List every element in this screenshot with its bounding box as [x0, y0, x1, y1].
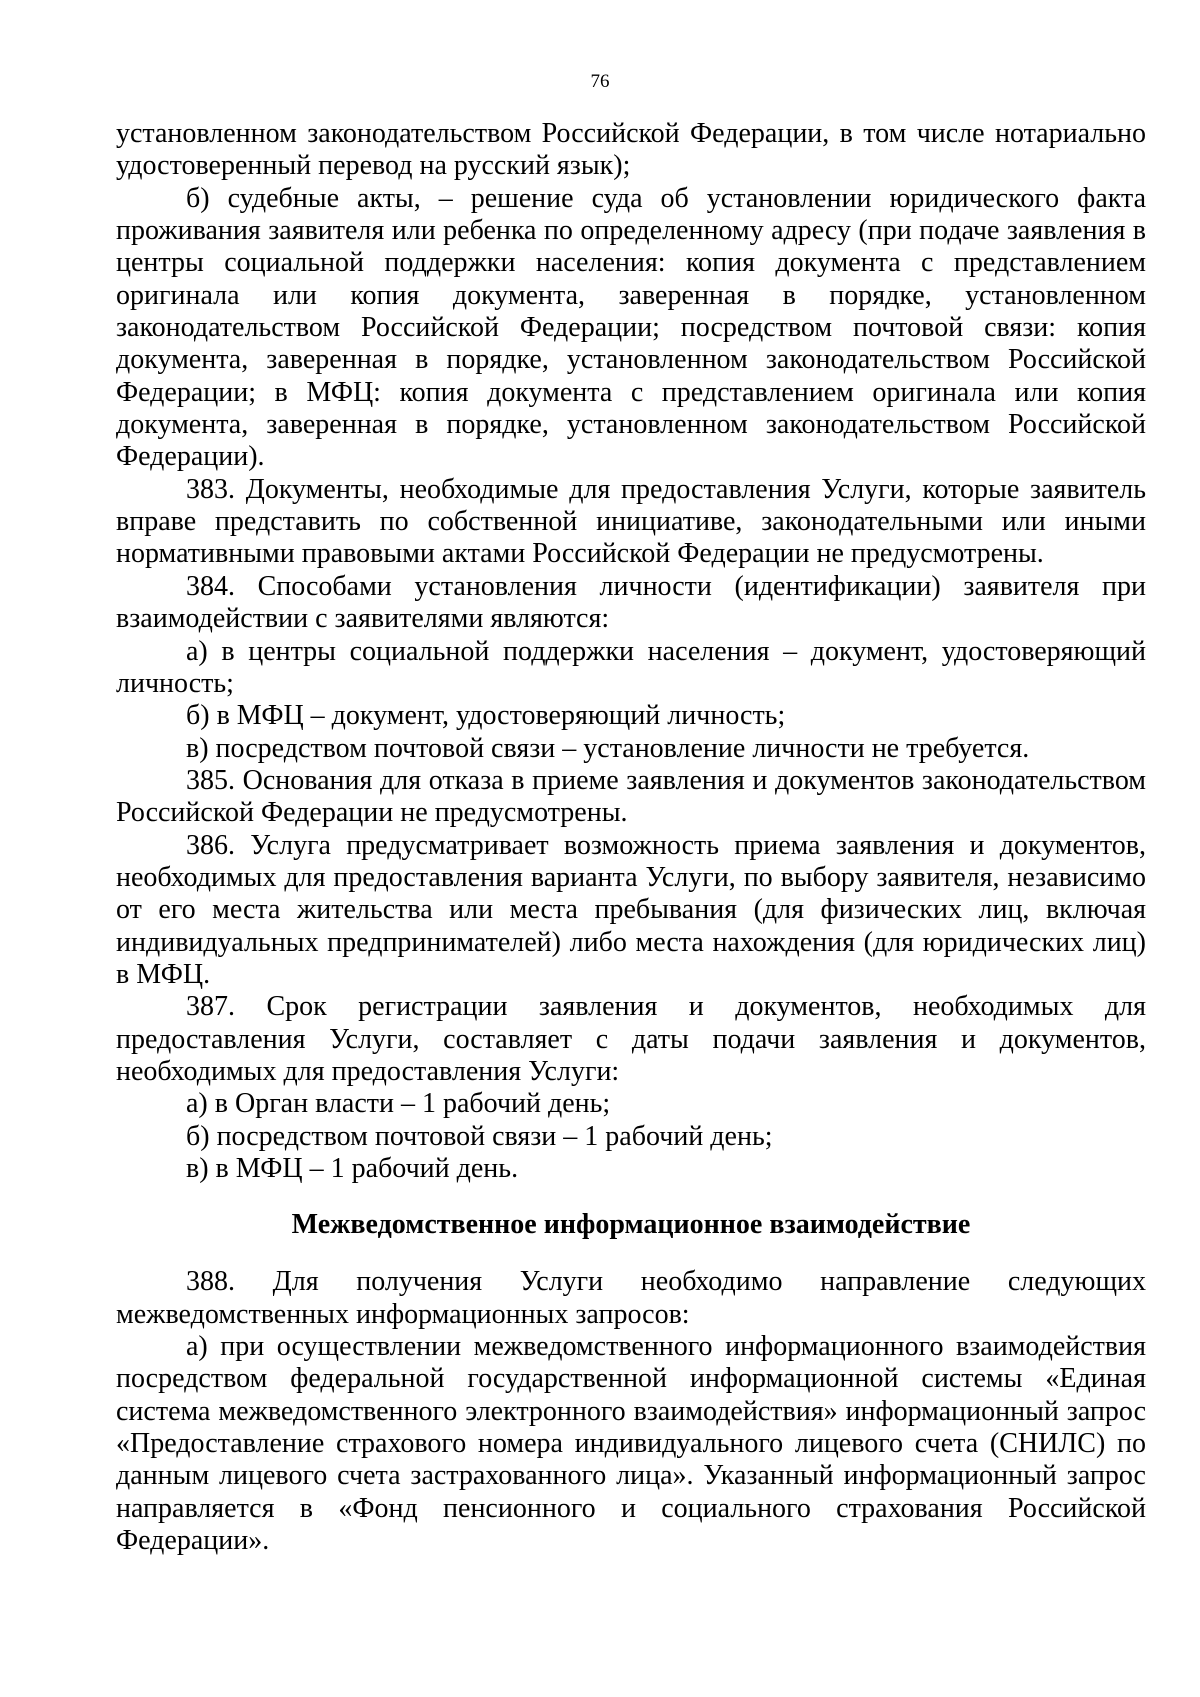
- paragraph-385: 385. Основания для отказа в приеме заявления и документов законодательством Российской Федерации не предусмотрены.: [116, 764, 1146, 829]
- paragraph-387: 387. Срок регистрации заявления и документов, необходимых для предоставления Услуги, составляет с даты подачи заявления и документов, необходимых для предоставления Услуги:: [116, 991, 1146, 1087]
- paragraph-388-a: а) при осуществлении межведомственного информационного взаимодействия посредством федеральной государственной информационной системы «Единая система межведомственного электронного взаимодействия» информационный запрос «Предоставление страхового номера индивидуального лицевого счета (СНИЛС) по данным лицевого счета застрахованного лица». Указанный информационный запрос направляется в «Фонд пенсионного и социального страхования Российской Федерации».: [116, 1331, 1146, 1557]
- page-number: 76: [590, 71, 610, 92]
- paragraph-384-c: в) посредством почтовой связи – установление личности не требуется.: [186, 732, 1030, 764]
- paragraph-387-b: б) посредством почтовой связи – 1 рабочий день;: [186, 1120, 773, 1152]
- paragraph-384-b: б) в МФЦ – документ, удостоверяющий личность;: [186, 700, 786, 732]
- document-body: [116, 118, 1146, 1557]
- paragraph-384-a: а) в центры социальной поддержки населения – документ, удостоверяющий личность;: [116, 635, 1146, 699]
- paragraph-384: 384. Способами установления личности (идентификации) заявителя при взаимодействии с заявителями являются:: [116, 570, 1146, 635]
- paragraph-387-c: в) в МФЦ – 1 рабочий день.: [186, 1153, 519, 1184]
- paragraph-387-a: а) в Орган власти – 1 рабочий день;: [186, 1088, 611, 1120]
- paragraph-continuation: установленном законодательством Российской Федерации, в том числе нотариально удостоверенный перевод на русский язык);: [116, 118, 1146, 182]
- paragraph-386: 386. Услуга предусматривает возможность приема заявления и документов, необходимых для предоставления варианта Услуги, по выбору заявителя, независимо от его места жительства или места пребывания (для физических лиц, включая индивидуальных предпринимателей) либо места нахождения (для юридических лиц) в МФЦ.: [116, 829, 1146, 990]
- section-heading: Межведомственное информационное взаимодействие: [291, 1209, 971, 1241]
- paragraph-383: 383. Документы, необходимые для предоставления Услуги, которые заявитель вправе представить по собственной инициативе, законодательными или иными нормативными правовыми актами Российской Федерации не предусмотрены.: [116, 473, 1146, 570]
- paragraph-388: 388. Для получения Услуги необходимо направление следующих межведомственных информационных запросов:: [116, 1266, 1146, 1330]
- paragraphs-after-heading: [116, 1266, 1146, 1557]
- paragraph-item-b-court-acts: б) судебные акты, – решение суда об установлении юридического факта проживания заявителя или ребенка по определенному адресу (при подаче заявления в центры социальной поддержки населения: копия документа с представлением оригинала или копия документа, заверенная в порядке, установленном законодательством Российской Федерации; посредством почтовой связи: копия документа, заверенная в порядке, установленном законодательством Российской Федерации; в МФЦ: копия документа с представлением оригинала или копия документа, заверенная в порядке, установленном законодательством Российской Федерации).: [116, 182, 1146, 473]
- paragraphs-before-heading: [116, 118, 1146, 1185]
